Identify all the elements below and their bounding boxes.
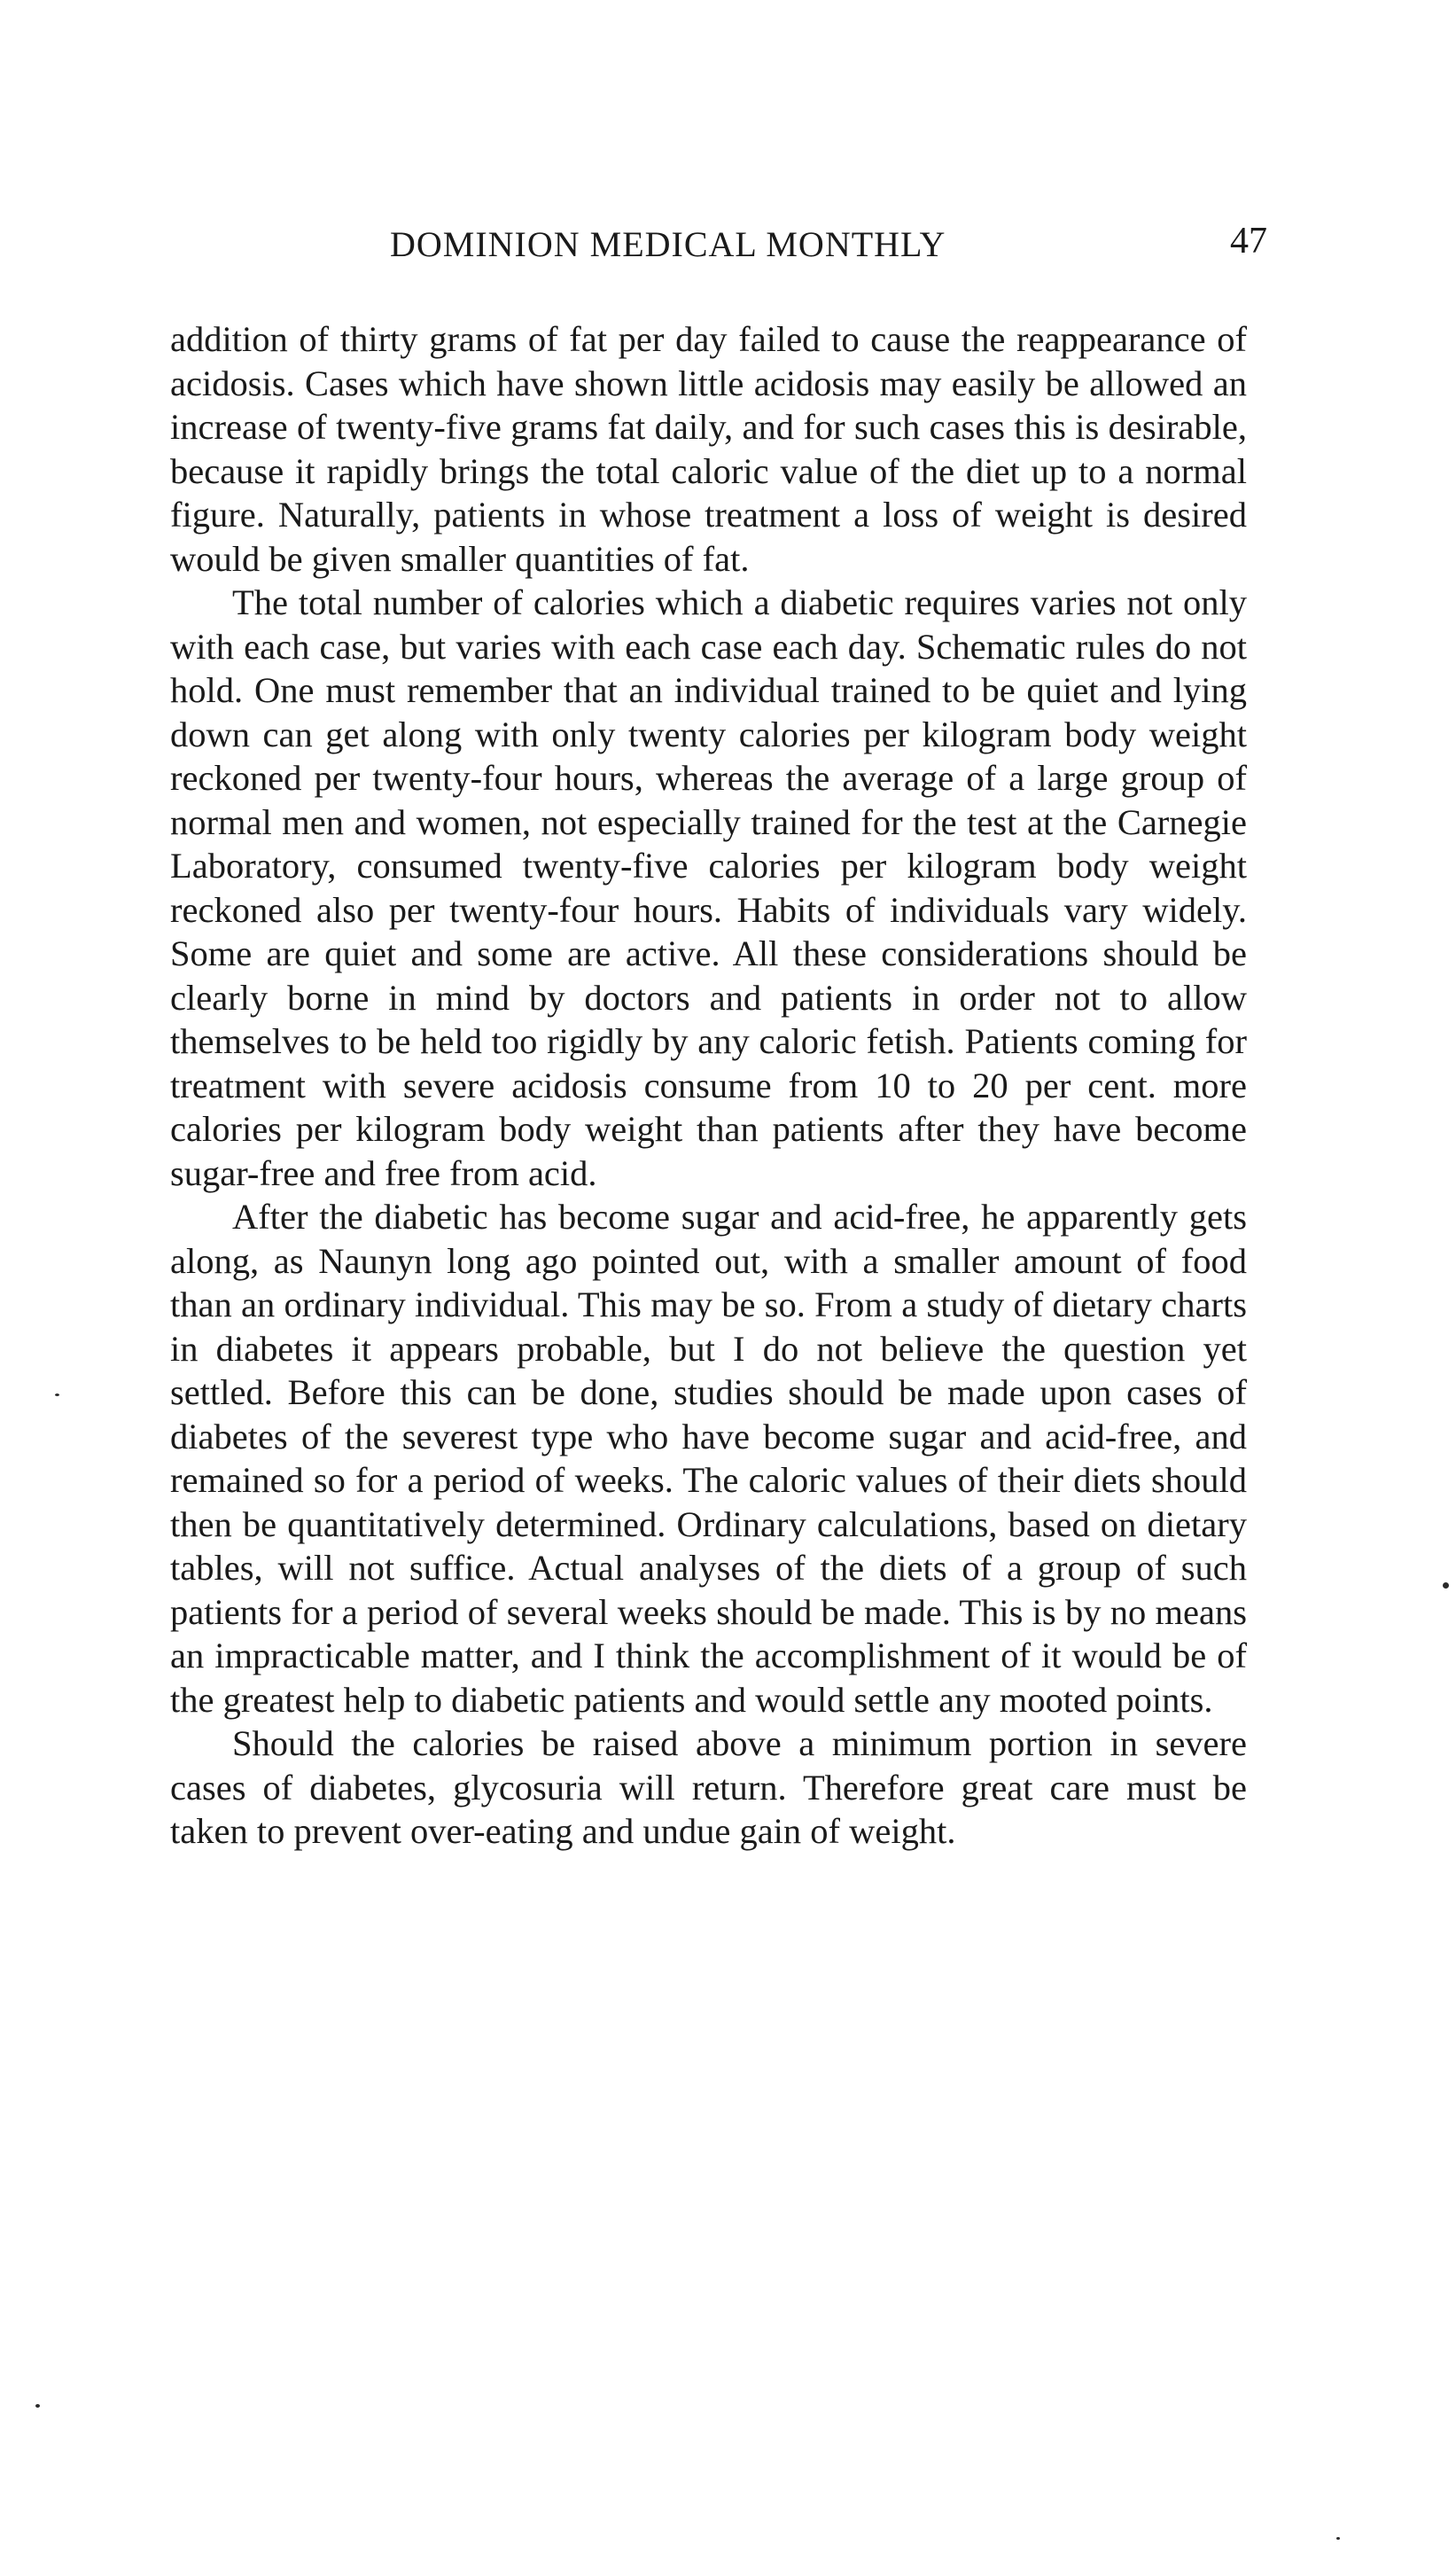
page-header [390, 223, 1267, 277]
scan-speck [35, 2404, 40, 2408]
paragraph-2: The total number of calories which a diabetic requires varies not only with each case, but varies with each case each day. Schematic rules do not hold. One must remember that an individual trained to be quiet and lying down can get along with only twenty calories per kilogram body weight reckoned per twenty-four hours, whereas the average of a large group of normal men and women, not especially trained for the test at the Carnegie Laboratory, consumed twenty-five calories per kilogram body weight reckoned also per twenty-four hours. Habits of individuals vary widely. Some are quiet and some are active. All these considerations should be clearly borne in mind by doctors and patients in order not to allow themselves to be held too rigidly by any caloric fetish. Patients coming for treatment with severe acidosis consume from 10 to 20 per cent. more calories per kilogram body weight than patients after they have become sugar-free and free from acid. [170, 582, 1247, 1193]
paragraph-3: After the diabetic has become sugar and acid-free, he apparently gets along, as Naunyn long ago pointed out, with a smaller amount of food than an ordinary individual. This may be so. From a study of dietary charts in diabetes it appears probable, but I do not believe the question yet settled. Before this can be done, studies should be made upon cases of diabetes of the severest type who have become sugar and acid-free, and remained so for a period of weeks. The caloric values of their diets should then be quantitatively determined. Ordinary calculations, based on dietary tables, will not suffice. Actual analyses of the diets of a group of such patients for a period of several weeks should be made. This is by no means an impracticable matter, and I think the accomplishment of it would be of the greatest help to diabetic patients and would settle any mooted points. [170, 1197, 1247, 1720]
article-body [170, 317, 1247, 1854]
running-title: DOMINION MEDICAL MONTHLY [390, 224, 946, 264]
paragraph-1: addition of thirty grams of fat per day failed to cause the reappearance of acidosis. Cases which have shown little acidosis may easily be allowed an increase of twenty-five grams fat daily, and for such cases this is desirable, because it rapidly brings the total caloric value of the diet up to a normal figure. Naturally, patients in whose treatment a loss of weight is desired would be given smaller quantities of fat. [170, 319, 1247, 579]
scan-speck [1443, 1582, 1449, 1589]
scan-speck [1336, 2537, 1340, 2540]
paragraph-4: Should the calories be raised above a minimum portion in severe cases of diabetes, glycosuria will return. Therefore great care must be taken to prevent over-eating and undue gain of weight. [170, 1723, 1247, 1851]
scan-speck [55, 1394, 59, 1396]
page-number: 47 [1230, 221, 1267, 262]
